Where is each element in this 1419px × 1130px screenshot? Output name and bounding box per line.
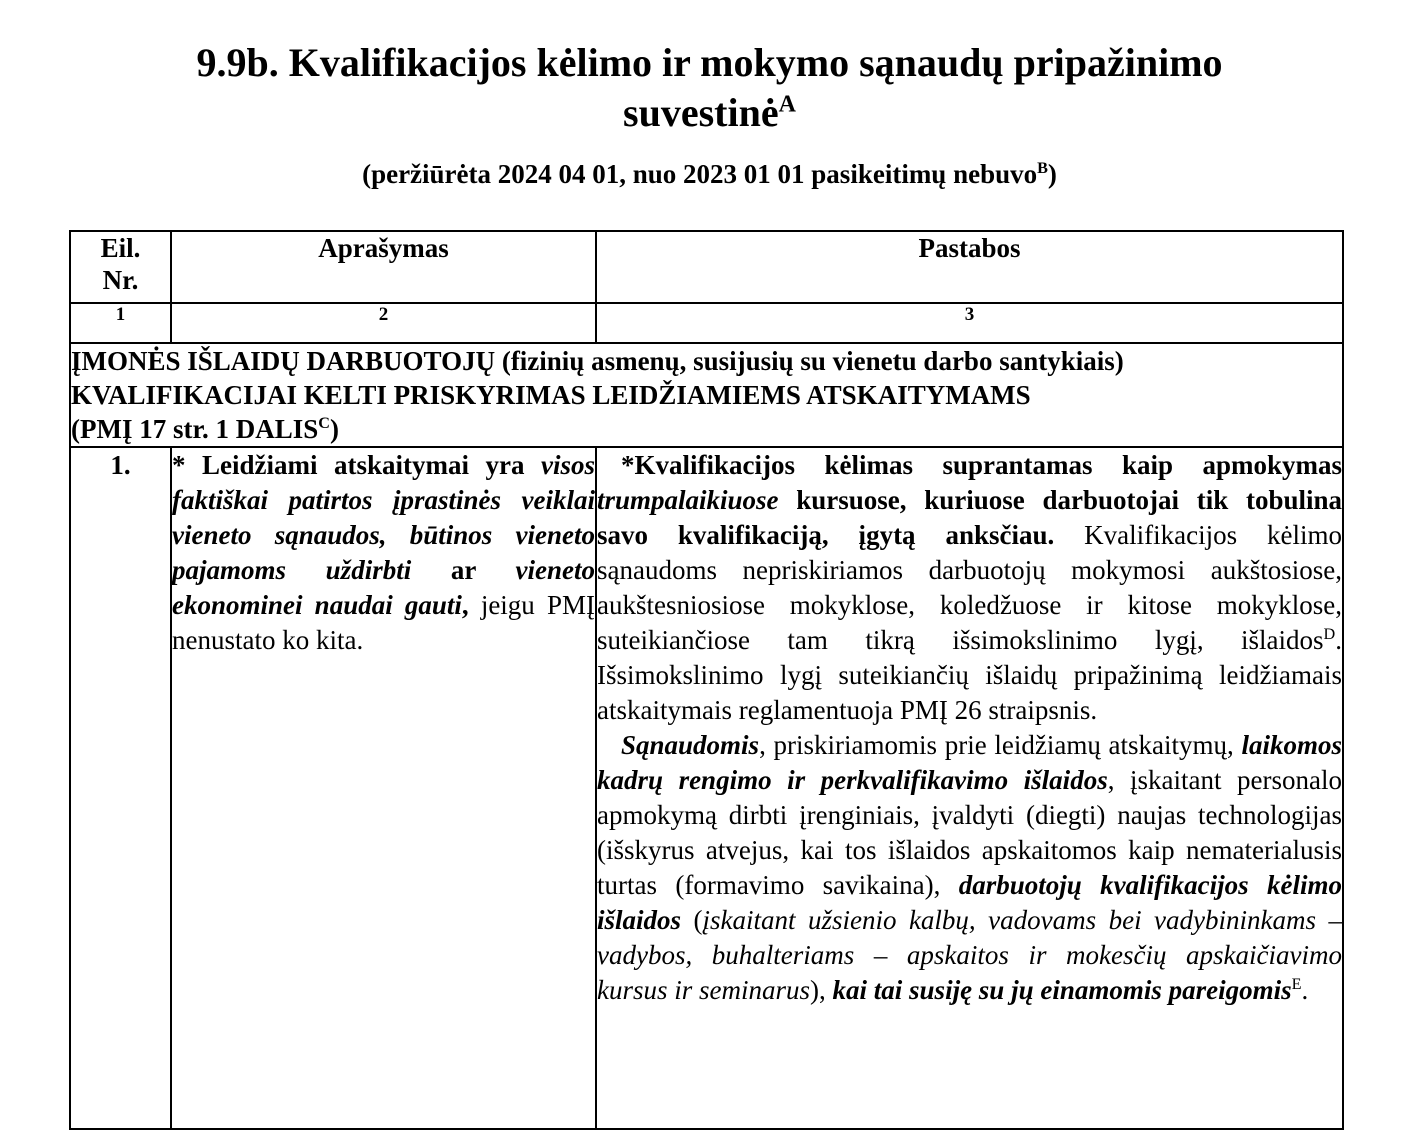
notes-footnote-marker: E <box>1291 975 1302 993</box>
row-description <box>171 447 596 1129</box>
desc-text: visos faktiškai patirtos įprastinės veiklai vieneto sąnaudos, būtinos vieneto pajamoms uždirbti <box>172 450 595 585</box>
notes-footnote-marker: D <box>1323 625 1336 643</box>
notes-text: kai tai susiję su jų einamomis pareigomis <box>832 975 1292 1005</box>
page-title <box>0 38 1419 138</box>
notes-paragraph-2 <box>597 728 1342 1008</box>
table-header-row <box>70 231 1343 303</box>
notes-text: , priskiriamomis prie leidžiamų atskaitymų, <box>759 730 1242 760</box>
notes-text: ), <box>810 975 833 1005</box>
desc-text: jeigu PMĮ nenustato ko kita. <box>172 590 595 655</box>
notes-text: įskaitant užsienio kalbų, vadovams bei vadybininkams – vadybos, buhalteriams – apskaitos ir mokesčių apskaičiavimo kursus ir seminarus <box>597 905 1342 1005</box>
notes-text: kursuose, kuriuose darbuotojai tik tobulina savo kvalifikaciją, įgytą anksčiau. <box>597 485 1342 550</box>
section-footnote-marker: C <box>318 414 330 432</box>
notes-text: laikomos kadrų rengimo ir perkvalifikavimo išlaidos <box>597 730 1342 795</box>
row-notes <box>596 447 1343 1129</box>
title-line-2: suvestinė <box>623 90 779 135</box>
header-description: Aprašymas <box>171 231 596 303</box>
table-row <box>70 447 1343 1129</box>
page-subtitle <box>0 156 1419 192</box>
section-line-2: KVALIFIKACIJAI KELTI PRISKYRIMAS LEIDŽIAMIEMS ATSKAITYMAMS <box>71 380 1031 410</box>
section-close-paren: ) <box>329 414 339 444</box>
column-number-3: 3 <box>596 303 1343 343</box>
header-row-number <box>70 231 171 303</box>
subtitle-footnote-marker: B <box>1037 159 1048 177</box>
section-heading-row <box>70 343 1343 447</box>
notes-text: trumpalaikiuose <box>597 485 779 515</box>
notes-text: . <box>1301 975 1309 1005</box>
subtitle-text: (peržiūrėta 2024 04 01, nuo 2023 01 01 pasikeitimų nebuvo <box>362 159 1038 189</box>
desc-text: * Leidžiami atskaitymai yra <box>172 450 541 480</box>
notes-text: Sąnaudomis <box>621 730 760 760</box>
title-line-1: 9.9b. Kvalifikacijos kėlimo ir mokymo sąnaudų pripažinimo <box>196 40 1223 85</box>
notes-text: ( <box>681 905 703 935</box>
notes-text: . Išsimokslinimo lygį suteikiančių išlaidų pripažinimą leidžiamais atskaitymais reglamentuoja PMĮ 26 straipsnis. <box>597 625 1342 725</box>
notes-text: , įskaitant personalo apmokymą dirbti įrenginiais, įvaldyti (diegti) naujas technologijas (išskyrus atvejus, kai tos išlaidos apskaitomos kaip nematerialusis turtas (formavimo savikaina), <box>597 765 1342 900</box>
summary-table <box>69 230 1344 1130</box>
header-notes: Pastabos <box>596 231 1343 303</box>
section-line-1: ĮMONĖS IŠLAIDŲ DARBUOTOJŲ (fizinių asmenų, susijusių su vienetu darbo santykiais) <box>71 346 1124 376</box>
title-footnote-marker: A <box>778 91 796 118</box>
column-number-2: 2 <box>171 303 596 343</box>
notes-text: Kvalifikacijos kėlimo sąnaudoms nepriskiriamos darbuotojų mokymosi aukštosiose, aukštesniosiose mokyklose, koledžuose ir kitose mokyklose, suteikiančiose tam tikrą išsimokslinimo lygį, išlaidos <box>597 520 1342 655</box>
subtitle-close-paren: ) <box>1047 159 1057 189</box>
desc-text: , <box>461 590 469 620</box>
notes-text: *Kvalifikacijos kėlimas suprantamas kaip apmokymas <box>621 450 1342 480</box>
desc-text: ar <box>411 555 516 585</box>
row-number: 1. <box>70 447 171 1129</box>
column-number-row <box>70 303 1343 343</box>
notes-text: darbuotojų kvalifikacijos kėlimo išlaidos <box>597 870 1342 935</box>
desc-text: vieneto ekonominei naudai gauti <box>172 555 595 620</box>
column-number-1: 1 <box>70 303 171 343</box>
section-heading <box>70 343 1343 447</box>
header-row-number-line1: Eil. <box>100 233 141 263</box>
section-line-3: (PMĮ 17 str. 1 DALIS <box>71 414 319 444</box>
notes-paragraph-1 <box>597 448 1342 728</box>
header-row-number-line2: Nr. <box>102 265 139 295</box>
